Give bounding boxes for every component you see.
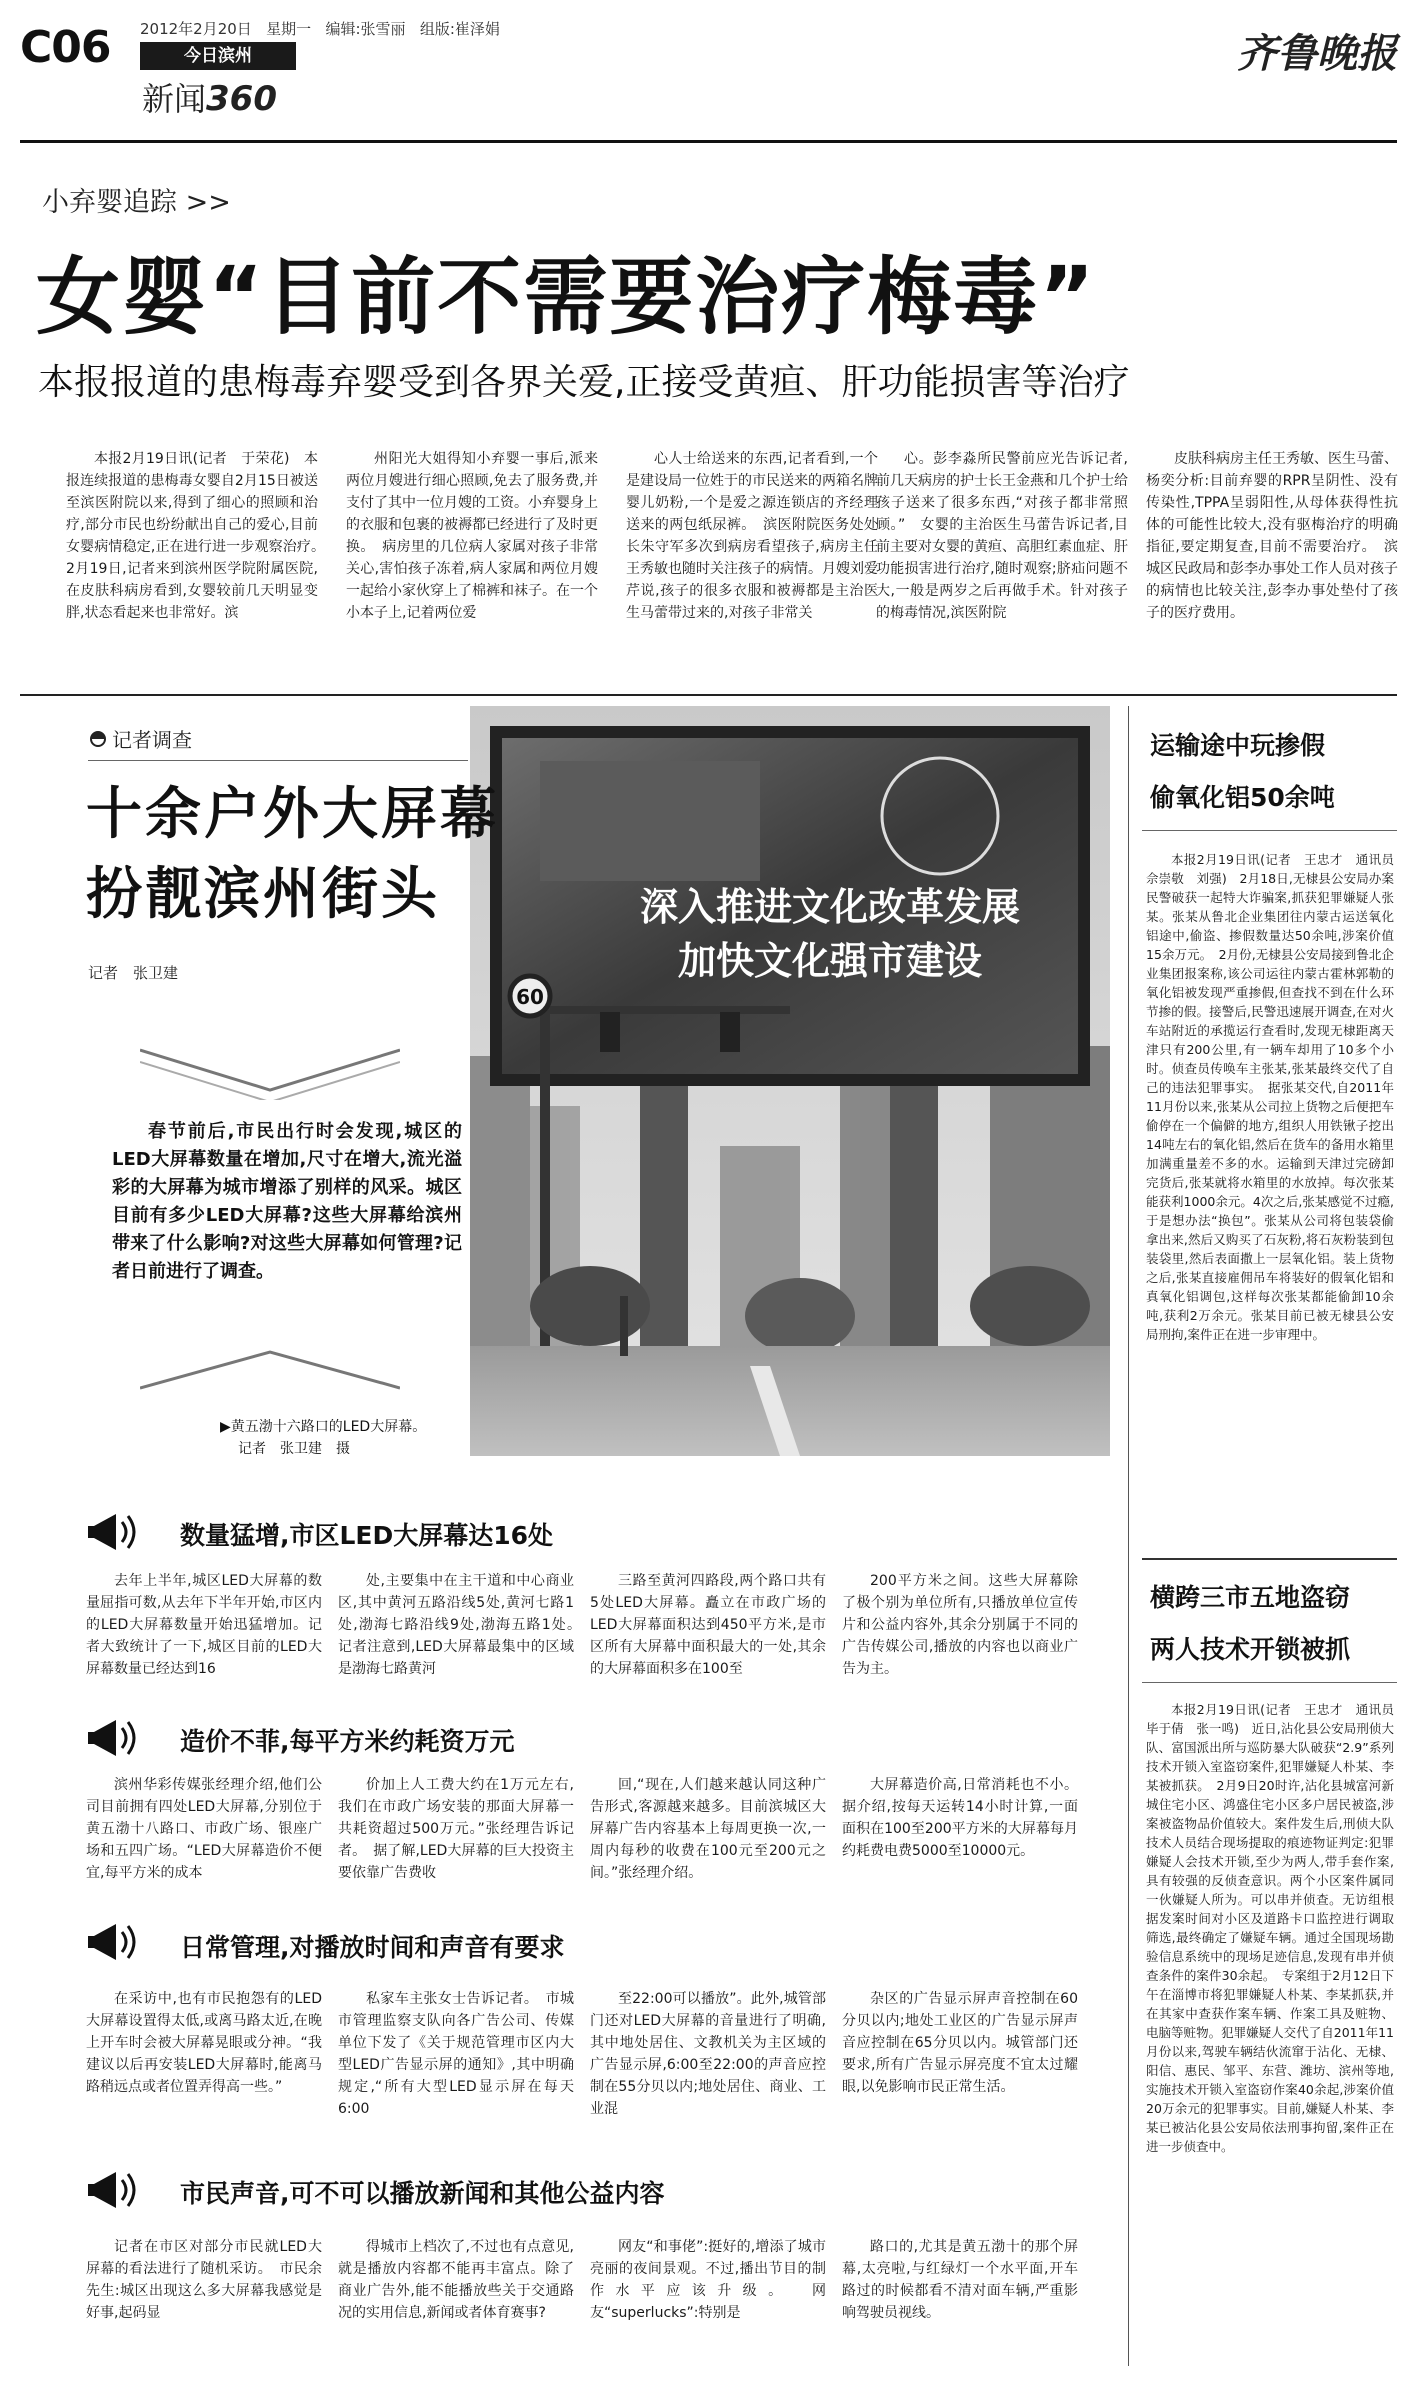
- story1-column-2: [346, 448, 598, 624]
- caption-text: 黄五渤十六路口的LED大屏幕。: [230, 1419, 427, 1435]
- sidebar-divider: [1128, 706, 1129, 2366]
- kicker-rule: [88, 760, 468, 761]
- section-2-column-3: [590, 1774, 826, 1884]
- layout-text: 组版:崔泽娟: [419, 20, 500, 38]
- screen-graphic-block: [540, 761, 760, 881]
- story2-byline: 记者 张卫建: [88, 964, 179, 982]
- story1-bottom-rule: [20, 694, 1397, 696]
- section-1-column-1: [86, 1570, 322, 1680]
- weekday-text: 星期一: [266, 20, 312, 38]
- section-number: 360: [206, 79, 277, 119]
- story1-column-1-text: 本报2月19日讯(记者 于荣花) 本报连续报道的患梅毒女婴自2月15日被送至滨医附院以来,得到了细心的照顾和治疗,部分市民也纷纷献出自己的爱心,目前女婴病情稳定,正在进行进一步观察治疗。 2月19日,记者来到滨州医学院附属医院,在皮肤科病房看到,女婴较前几天明显变胖,状态看起来也非常好。滨: [66, 451, 332, 621]
- section-4-title: 市民声音,可不可以播放新闻和其他公益内容: [180, 2179, 665, 2208]
- caption-arrow-icon: ▶: [220, 1419, 231, 1435]
- megaphone-icon: [86, 1918, 146, 1970]
- investigation-kicker: [90, 724, 192, 753]
- section-4-column-3-text: 网友“和事佬”:挺好的,增添了城市亮丽的夜间景观。不过,播出节目的制作水平应该升级。 网友“superlucks”:特别是: [590, 2239, 826, 2321]
- section-1-column-2: [338, 1570, 588, 1680]
- kicker-circle-icon: [90, 731, 106, 747]
- section-2-column-4: [842, 1774, 1078, 1862]
- section-1-title: 数量猛增,市区LED大屏幕达16处: [180, 1521, 554, 1550]
- photo-credit: 记者 张卫建 摄: [238, 1441, 350, 1457]
- story1-column-4-text: 心。彭李淼所民警前应光告诉记者,前几天病房的护士长王金燕和几个护士给孩子送来了很多东西,“对孩子都非常照顾。” 女婴的主治医生马蕾告诉记者,目前主要对女婴的黄疸、高胆红素血症、肝功能损害进行治疗,随时观察;脐疝问题不大,一般是两岁之后再做手术。针对孩子的梅毒情况,滨医附院: [876, 451, 1128, 621]
- section-4-column-4-text: 路口的,尤其是黄五渤十的那个屏幕,太亮啦,与红绿灯一个水平面,开车路过的时候都看不清对面车辆,严重影响驾驶员视线。: [842, 2239, 1078, 2321]
- section-1-column-1-text: 去年上半年,城区LED大屏幕的数量屈指可数,从去年下半年开始,市区内的LED大屏幕数量开始迅猛增加。记者大致统计了一下,城区目前的LED大屏幕数量已经达到16: [86, 1573, 322, 1677]
- sidebar2-body: 本报2月19日讯(记者 王忠才 通讯员 毕于倩 张一鸣) 近日,沾化县公安局刑侦大队、富国派出所与巡防暴大队破获“2.9”系列技术开锁入室盗窃案件,犯罪嫌疑人朴某、李某被抓获。 2月9日20时许,沾化县城富河新城住宅小区、鸿盛住宅小区多户居民被盗,涉案被盗物品价值较大。案件发生后,刑侦大队技术人员结合现场提取的痕迹物证判定:犯罪嫌疑人会技术开锁,至少为两人,带手套作案,具有较强的反侦查意识。两个小区案件属同一伙嫌疑人所为。可以串并侦查。无访组根据发案时间对小区及道路卡口监控进行调取筛选,最终确定了嫌疑车辆。通过全国现场勘验信息系统中的现场足迹信息,发现有串并侦查条件的案件30余起。 专案组于2月12日下午在淄博市将犯罪嫌疑人朴某、李某抓获,并在其家中查获作案车辆、作案工具及赃物、电脑等赃物。犯罪嫌疑人交代了自2011年11月份以来,驾驶车辆结伙流窜于沾化、无棣、阳信、惠民、邹平、东营、潍坊、滨州等地,实施技术开锁入室盗窃作案40余起,涉案价值20万余元的犯罪事实。目前,嫌疑人朴某、李某已被沾化县公安局依法刑事拘留,案件正在进一步侦查中。: [1146, 1702, 1407, 2154]
- photo-caption-line: [220, 1416, 426, 1438]
- section-3-column-1-text: 在采访中,也有市民抱怨有的LED大屏幕设置得太低,或离马路太近,在晚上开车时会被大屏幕晃眼或分神。“我建议以后再安装LED大屏幕时,能离马路稍远点或者位置弄得高一些。”: [86, 1991, 322, 2095]
- section-3-column-3: [590, 1988, 826, 2120]
- story1-column-5-text: 皮肤科病房主任王秀敏、医生马蕾、杨奕分析:目前弃婴的RPR呈阴性、没有传染性,TPPA呈弱阳性,从母体获得性抗体的可能性比较大,没有驱梅治疗的明确指征,要定期复查,目前不需要治疗。 滨城区民政局和彭李办事处工作人员对孩子的病情也比较关注,彭李办事处垫付了孩子的医疗费用。: [1146, 451, 1398, 621]
- sidebar2-title-rule: [1142, 1682, 1397, 1683]
- section-2-column-2-text: 价加上人工费大约在1万元左右,我们在市政广场安装的那面大屏幕一共耗资超过500万元。”张经理告诉记者。 据了解,LED大屏幕的巨大投资主要依靠广告费收: [338, 1777, 574, 1881]
- section-1-column-3: [590, 1570, 826, 1680]
- section-4-column-4: [842, 2236, 1078, 2324]
- section-3-column-4-text: 杂区的广告显示屏声音控制在60分贝以内;地处工业区的广告显示屏声音应控制在65分贝以内。城管部门还要求,所有广告显示屏亮度不宜太过耀眼,以免影响市民正常生活。: [842, 1991, 1078, 2095]
- section-2-title: 造价不菲,每平方米约耗资万元: [180, 1727, 515, 1756]
- sidebar1-title-line-1: 运输途中玩掺假: [1150, 731, 1326, 760]
- megaphone-icon: [86, 1714, 146, 1766]
- story1-column-5: [1146, 448, 1398, 624]
- story1-kicker: 小弃婴追踪 >>: [42, 187, 231, 218]
- section-3-column-4: [842, 1988, 1078, 2098]
- section-1-column-4-text: 200平方米之间。这些大屏幕除了极个别为单位所有,只播放单位宣传片和公益内容外,其余分别属于不同的广告传媒公司,播放的内容也以商业广告为主。: [842, 1573, 1078, 1677]
- section-1-column-4: [842, 1570, 1078, 1680]
- section-1-column-3-text: 三路至黄河四路段,两个路口共有5处LED大屏幕。矗立在市政广场的LED大屏幕面积达到450平方米,是市区所有大屏幕中面积最大的一处,其余的大屏幕面积多在100至: [590, 1573, 826, 1677]
- issue-date: [140, 18, 500, 39]
- section-3-column-3-text: 至22:00可以播放”。此外,城管部门还对LED大屏幕的音量进行了明确,其中地处居住、文教机关为主区域的广告显示屏,6:00至22:00的声音应控制在55分贝以内;地处居住、商业、工业混: [590, 1991, 826, 2117]
- story2-headline-line-2: 扮靓滨州街头: [86, 862, 440, 927]
- section-3-column-2-text: 私家车主张女士告诉记者。 市城市管理监察支队向各广告公司、传媒单位下发了《关于规范管理市区内大型LED广告显示屏的通知》,其中明确规定,“所有大型LED显示屏在每天6:00: [338, 1991, 574, 2117]
- story2-headline-line-1: 十余户外大屏幕: [86, 782, 499, 847]
- section-4-column-1: [86, 2236, 322, 2324]
- section-4-column-2-text: 得城市上档次了,不过也有点意见,就是播放内容都不能再丰富点。除了商业广告外,能不能播放些关于交通路况的实用信息,新闻或者体育赛事?: [338, 2239, 574, 2321]
- section-4-column-3: [590, 2236, 826, 2324]
- section-3-title: 日常管理,对播放时间和声音有要求: [180, 1933, 565, 1962]
- speed-limit-text: 60: [516, 985, 544, 1009]
- screen-text-line-1: 深入推进文化改革发展: [639, 885, 1021, 929]
- section-4-column-1-text: 记者在市区对部分市民就LED大屏幕的看法进行了随机采访。 市民余先生:城区出现这么多大屏幕我感觉是好事,起码显: [86, 2239, 322, 2321]
- section-1-column-2-text: 处,主要集中在主干道和中心商业区,其中黄河五路沿线5处,黄河七路1处,渤海七路沿线9处,渤海五路1处。 记者注意到,LED大屏幕最集中的区域是渤海七路黄河: [338, 1573, 588, 1677]
- story1-column-3: [626, 448, 878, 624]
- section-name: [142, 74, 277, 120]
- story2-intro: 春节前后,市民出行时会发现,城区的LED大屏幕数量在增加,尺寸在增大,流光溢彩的大屏幕为城市增添了别样的风采。城区目前有多少LED大屏幕?这些大屏幕给滨州带来了什么影响?对这些大屏幕如何管理?记者日前进行了调查。: [112, 1121, 462, 1282]
- section-2-column-3-text: 回,“现在,人们越来越认同这种广告形式,客源越来越多。目前滨城区大屏幕广告内容基本上每周更换一次,一周内每秒的收费在100元至200元之间。”张经理介绍。: [590, 1777, 826, 1881]
- screen-text-line-2: 加快文化强市建设: [677, 939, 983, 983]
- story1-subhead: 本报报道的患梅毒弃婴受到各界关爱,正接受黄疸、肝功能损害等治疗: [38, 362, 1130, 403]
- sidebar1-body: 本报2月19日讯(记者 王忠才 通讯员 佘崇敬 刘强) 2月18日,无棣县公安局办案民警破获一起特大诈骗案,抓获犯罪嫌疑人张某。张某从鲁北企业集团往内蒙古运送氧化铝途中,偷盗、掺假数量达50余吨,涉案价值15余万元。 2月份,无棣县公安局接到鲁北企业集团报案称,该公司运往内蒙古霍林郭勒的氧化铝被发现严重掺假,但查找不到在什么环节掺的假。接警后,民警迅速展开调查,在对火车站附近的承揽运行查看时,发现无棣距离天津只有200公里,有一辆车却用了10多个小时。侦查员传唤车主张某,张某最终交代了自己的违法犯罪事实。 据张某交代,自2011年11月份以来,张某从公司拉上货物之后便把车偷停在一个偏僻的地方,组织人用铁锹子挖出14吨左右的氧化铝,然后在货车的备用水箱里加满重量差不多的水。运输到天津过完磅卸完货后,张某就将水箱里的水放掉。每次张某能获利1000余元。4次之后,张某感觉不过瘾,于是想办法“换包”。张某从公司将包装袋偷拿出来,然后又购买了石灰粉,将石灰粉装到包装袋里,然后表面撒上一层氧化铝。装上货物之后,张某直接雇佣吊车将装好的假氧化铝和真氧化铝调包,这样每次张某都能偷卸10余吨,获利2万余元。张某目前已被无棣县公安局刑拘,案件正在进一步审理中。: [1146, 852, 1407, 1342]
- section-2-column-1: [86, 1774, 322, 1884]
- story1-headline: 女婴“目前不需要治疗梅毒”: [36, 248, 1097, 346]
- section-2-column-2: [338, 1774, 574, 1884]
- date-text: 2012年2月20日: [140, 20, 252, 38]
- page-number: C06: [20, 22, 111, 73]
- newspaper-logo: 齐鲁晚报: [1237, 30, 1397, 77]
- section-3-column-1: [86, 1988, 322, 2098]
- sidebar-separator: [1142, 1558, 1397, 1560]
- photo-caption: [220, 1416, 426, 1460]
- editor-text: 编辑:张雪丽: [325, 20, 406, 38]
- sidebar2-title-line-2: 两人技术开锁被抓: [1150, 1635, 1351, 1664]
- sidebar2-title-line-1: 横跨三市五地盗窃: [1150, 1583, 1351, 1612]
- story1-column-2-text: 州阳光大姐得知小弃婴一事后,派来两位月嫂进行细心照顾,免去了服务费,并支付了其中一位月嫂的工资。小弃婴身上的衣服和包裹的被褥都已经进行了及时更换。 病房里的几位病人家属对孩子非常关心,害怕孩子冻着,病人家属和两位月嫂一起给小家伙穿上了棉裤和袜子。在一个小本子上,记着两位爱: [346, 451, 598, 621]
- masthead-rule: [20, 140, 1397, 143]
- section-3-column-2: [338, 1988, 574, 2120]
- story1-column-3-text: 心人士给送来的东西,记者看到,一个是建设局一位姓于的市民送来的两箱名牌婴儿奶粉,一个是爱之源连锁店的齐经理送来的两包纸尿裤。 滨医附院医务处处长朱守军多次到病房看望孩子,病房主任王秀敏也随时关注孩子的病情。月嫂刘爱芹说,孩子的很多衣服和被褥都是主治医生马蕾带过来的,对孩子非常关: [626, 451, 878, 621]
- megaphone-icon: [86, 1508, 146, 1560]
- led-screen-photo: [470, 706, 1110, 1456]
- section-name-text: 新闻: [142, 80, 207, 118]
- story1-column-1: [66, 448, 332, 624]
- kicker-text: 记者调查: [112, 728, 192, 752]
- chevron-divider-bottom-icon: [140, 1348, 400, 1398]
- chevron-divider-icon: [140, 1040, 400, 1100]
- section-2-column-1-text: 滨州华彩传媒张经理介绍,他们公司目前拥有四处LED大屏幕,分别位于黄五渤十八路口、市政广场、银座广场和五四广场。“LED大屏幕造价不便宜,每平方米的成本: [86, 1777, 322, 1881]
- megaphone-icon: [86, 2166, 146, 2218]
- sidebar1-title-rule: [1142, 830, 1397, 831]
- sidebar1-title-line-2: 偷氧化铝50余吨: [1150, 783, 1335, 812]
- section-tag: 今日滨州: [140, 42, 296, 70]
- section-4-column-2: [338, 2236, 574, 2324]
- story1-column-4: [876, 448, 1128, 624]
- section-2-column-4-text: 大屏幕造价高,日常消耗也不小。据介绍,按每天运转14小时计算,一面面积在100至200平方米的大屏幕每月约耗费电费5000至10000元。: [842, 1777, 1078, 1859]
